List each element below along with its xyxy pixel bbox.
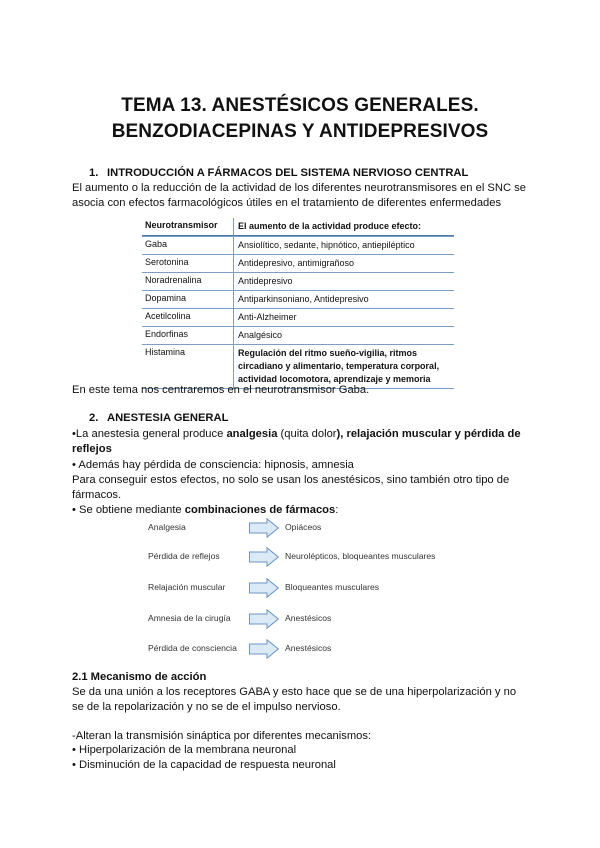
section-2-line-6: [72, 503, 338, 518]
table-cell-effect: Antidepresivo: [238, 276, 293, 286]
combination-row: [148, 639, 468, 659]
right-arrow-icon: [249, 639, 279, 659]
table-cell-effect: Antidepresivo, antimigrañoso: [238, 258, 355, 268]
combination-effect: Relajación muscular: [148, 582, 226, 592]
combination-drug: Bloqueantes musculares: [285, 582, 380, 592]
combination-drug: Opiáceos: [285, 522, 322, 532]
title-line-2: BENZODIACEPINAS Y ANTIDEPRESIVOS: [111, 121, 489, 142]
table-row: [142, 308, 454, 326]
table-row: [142, 236, 454, 254]
table-cell-neurotransmitter: Serotonina: [142, 255, 234, 272]
section-2-title: ANESTESIA GENERAL: [107, 412, 229, 424]
right-arrow-icon: [249, 609, 279, 629]
table-cell-effect: Anti-Alzheimer: [238, 312, 297, 322]
section-2-line-1: [72, 427, 521, 442]
table-cell-effect: Regulación del ritmo sueño-vigilia, ritmos circadiano y alimentario, temperatura corporal, actividad locomotora, aprendizaje y memoria: [238, 348, 440, 384]
section-2-1-line-1: Se da una unión a los receptores GABA y esto hace que se de una hiperpolarización y no: [72, 686, 517, 698]
section-2-1-heading: 2.1 Mecanismo de acción: [72, 671, 207, 683]
table-header-row: [142, 218, 454, 236]
table-row: [142, 290, 454, 308]
table-row: [142, 272, 454, 290]
combination-effect: Pérdida de reflejos: [148, 551, 220, 561]
table-cell-effect: Ansiolítico, sedante, hipnótico, antiepiléptico: [238, 240, 415, 250]
table-cell-neurotransmitter: Histamina: [142, 345, 234, 388]
section-2-1-alter-text: -Alteran la transmisión sináptica por diferentes mecanismos:: [72, 730, 372, 742]
section-2-line-6-a: • Se obtiene mediante: [72, 504, 185, 516]
table-header-effect: El aumento de la actividad produce efecto:: [238, 221, 422, 231]
combination-row: [148, 547, 468, 567]
section-1-paragraph-line-2: asocia con efectos farmacológicos útiles en el tratamiento de diferentes enfermedades: [72, 197, 502, 209]
combination-effect: Amnesia de la cirugía: [148, 613, 231, 623]
title-line-1: TEMA 13. ANESTÉSICOS GENERALES.: [121, 95, 479, 116]
section-2-line-4: Para conseguir estos efectos, no solo se usan los anestésicos, sino también otro tipo de: [72, 474, 510, 486]
section-2-line-3: • Además hay pérdida de consciencia: hipnosis, amnesia: [72, 459, 354, 471]
combination-drug: Anestésicos: [285, 643, 332, 653]
section-1-paragraph-line-1: El aumento o la reducción de la actividad de los diferentes neurotransmisores en el SNC se: [72, 182, 526, 194]
table-cell-effect: Analgésico: [238, 330, 283, 340]
section-2-1-line-2: se de la repolarización y no se de el impulso nervioso.: [72, 701, 341, 713]
section-1-heading: [89, 166, 468, 181]
combinations-diagram: [148, 518, 468, 660]
combination-effect: Analgesia: [148, 522, 186, 532]
neurotransmitter-table: [142, 218, 454, 389]
combination-drug: Anestésicos: [285, 613, 332, 623]
page-title: [40, 93, 560, 145]
section-2-1-bullet-2: • Disminución de la capacidad de respuesta neuronal: [72, 759, 336, 771]
table-row: [142, 326, 454, 344]
table-cell-neurotransmitter: Acetilcolina: [142, 309, 234, 326]
combination-drug: Neurolépticos, bloqueantes musculares: [285, 551, 436, 561]
table-cell-effect: Antiparkinsoniano, Antidepresivo: [238, 294, 369, 304]
table-header-neurotransmitter: Neurotransmisor: [142, 218, 234, 235]
section-1-number: 1.: [89, 167, 99, 179]
section-2-line-1-a: •La anestesia general produce: [72, 428, 227, 440]
table-row: [142, 254, 454, 272]
table-cell-neurotransmitter: Noradrenalina: [142, 273, 234, 290]
table-cell-neurotransmitter: Endorfinas: [142, 327, 234, 344]
right-arrow-icon: [249, 578, 279, 598]
combination-effect: Pérdida de consciencia: [148, 643, 237, 653]
gaba-focus-text: En este tema nos centraremos en el neurotransmisor Gaba.: [72, 384, 370, 396]
section-2-line-2: reflejos: [72, 443, 112, 455]
section-2-heading: [89, 411, 228, 426]
section-2-analgesia: analgesia: [226, 428, 278, 440]
table-cell-neurotransmitter: Dopamina: [142, 291, 234, 308]
right-arrow-icon: [249, 518, 279, 538]
section-2-number: 2.: [89, 412, 99, 424]
section-2-line-6-c: :: [335, 504, 339, 516]
combination-row: [148, 578, 468, 598]
section-2-line-1-c: (quita dolor: [277, 428, 337, 440]
section-2-1-bullet-1: • Hiperpolarización de la membrana neuronal: [72, 744, 297, 756]
combination-row: [148, 518, 468, 538]
section-2-line-5: fármacos.: [72, 489, 122, 501]
table-cell-neurotransmitter: Gaba: [142, 237, 234, 254]
combination-row: [148, 609, 468, 629]
section-1-title: INTRODUCCIÓN A FÁRMACOS DEL SISTEMA NERVIOSO CENTRAL: [107, 167, 469, 179]
right-arrow-icon: [249, 547, 279, 567]
section-2-line-1-d: ), relajación muscular y pérdida de: [336, 428, 521, 440]
section-2-combinations-label: combinaciones de fármacos: [184, 504, 336, 516]
